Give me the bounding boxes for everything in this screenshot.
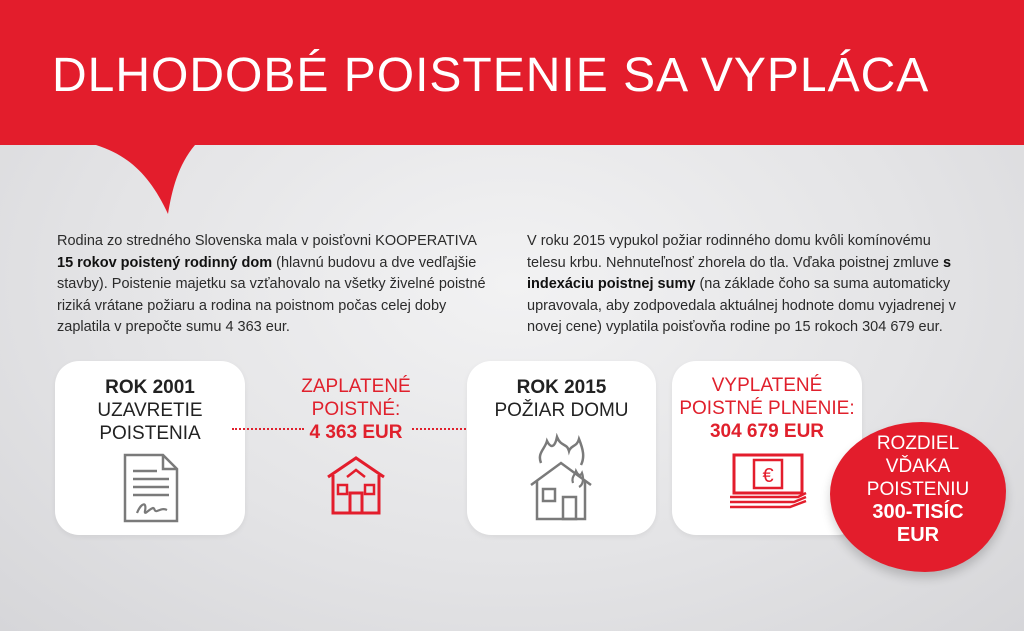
paid-premium-line1: ZAPLATENÉ (301, 376, 411, 397)
payout-line2: POISTNÉ PLNENIE: (679, 398, 855, 419)
difference-line3: POISTENIU (866, 479, 970, 500)
left-paragraph (57, 231, 487, 339)
paid-premium-amount: 4 363 EUR (309, 422, 403, 443)
card-2015-year: ROK 2015 (516, 377, 607, 398)
right-paragraph-text-1: V roku 2015 vypukol požiar rodinného domu kvôli komínovému telesu krbu. Nehnuteľnosť zhorela do tla. Vďaka poistnej zmluve (527, 233, 943, 271)
page-title: DLHODOBÉ POISTENIE SA VYPLÁCA (52, 49, 930, 102)
card-2001-line1: UZAVRETIE (97, 400, 203, 421)
card-2001-line2: POISTENIA (99, 423, 201, 444)
difference-currency: EUR (896, 524, 940, 546)
card-2001-year: ROK 2001 (105, 377, 195, 398)
difference-amount: 300-TISÍC (872, 501, 964, 523)
header-banner (0, 0, 1024, 215)
payout-amount: 304 679 EUR (709, 421, 825, 442)
card-year-2015 (467, 361, 656, 535)
paid-premium-line2: POISTNÉ: (311, 399, 401, 420)
left-paragraph-text-1: Rodina zo stredného Slovenska mala v poisťovni KOOPERATIVA (57, 233, 477, 249)
difference-line1: ROZDIEL (876, 433, 960, 454)
right-paragraph-text-2: (na základe čoho sa suma automaticky upravovala, aby zodpovedala aktuálnej hodnote domu vyjadrenej v novej cene) vyplatila poisťovňa rodine po 15 rokoch 304 679 eur. (527, 276, 956, 335)
house-icon (325, 455, 387, 517)
svg-text:€: € (762, 465, 774, 487)
difference-line2: VĎAKA (885, 456, 951, 477)
card-2015-line1: POŽIAR DOMU (494, 400, 629, 421)
right-paragraph-bold: s indexáciu poistnej sumy (527, 254, 952, 292)
euro-banknote-icon (728, 451, 808, 513)
left-paragraph-text-2: (hlavnú budovu a dve vedľajšie stavby). Poistenie majetku sa vzťahovalo na všetky živelné poistné riziká vrátane požiaru a rodina na poistnom počas celej doby zaplatila v prepočte sumu 4 363 eur. (57, 254, 486, 335)
document-signature-icon (123, 453, 179, 523)
right-paragraph (527, 231, 967, 339)
paid-premium-label (286, 375, 426, 444)
payout-line1: VYPLATENÉ (711, 375, 823, 396)
burning-house-icon (527, 433, 595, 523)
difference-badge (830, 422, 1006, 572)
card-year-2001 (55, 361, 245, 535)
left-paragraph-bold: 15 rokov poistený rodinný dom (57, 254, 273, 271)
